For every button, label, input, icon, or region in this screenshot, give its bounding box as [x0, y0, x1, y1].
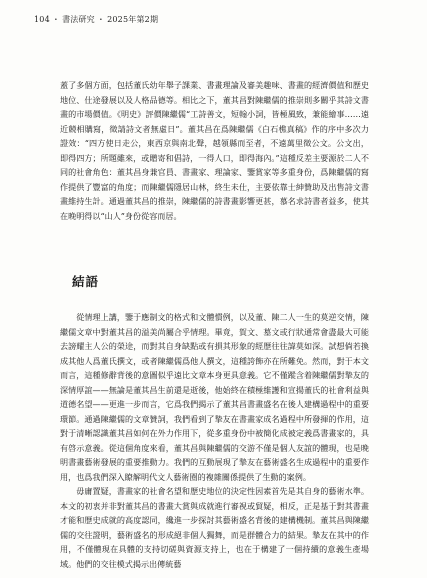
body-paragraph-2: 從情理上講，鑒于應制文的格式和文體慣例，以及董、陳二人一生的莫逆交情，陳繼儒文章中對董其昌的溢美尚屬合乎情理。畢竟，賀文、墓文或行狀通常會盡最大可能去謗耀主人公的榮途，而對其自身缺點或有損其形象的經歷往往諱莫如深。試想倘若換成其他人爲董氏撰文，或者陳繼儒爲他人撰文，這種誇飾亦在所難免。然而，對于本文而言，這種修辭背後的意圖似乎遠比文章本身更具意義。它不僅蹤含着陳繼儒對摯友的深情厚誼——無論是董其昌生前還是逝後，他始終在積極維護和宣揚董氏的社會利益與道德名望——更進一步而言，它爲我們揭示了董其昌書畫盛名在後人建構過程中的重要環節。通過陳繼儒的文章贊詞，我們看到了摯友在書畫家成名過程中所發揮的作用，這對于清晰認識董其昌如何在外力作用下，從多重身份中被簡化成被定義爲書畫家的，具有啓示意義。從這個角度來看，董其昌與陳繼儒的交游不僅是個人友誼的體現，也是晚明書畫藝術發展的重要推動力。我們的互動展現了摯友在藝術盛名生成過程中的重要作用，也爲我們深入瞭解明代文人藝術圈的複雜關係提供了生動的案例。	[60, 312, 369, 483]
body-paragraph-1: 蓋了多個方面，包括董氏幼年舉子課業、書畫理論及審美趣味、書畫的經濟價值和歷史地位、仕途發展以及人格品德等。相比之下，董其昌對陳繼儒的推崇則多關乎其詩文書畫的市場價值。《明史》評價陳繼儒“工詩善文，短翰小詞，皆極風致，兼能繪事……遠近競相購寫，徵請詩文者無虛日”。董其昌在爲陳繼儒《白石樵真稿》作的序中多次力證效：“四方使日走公，東西京與南北聲，越領縣而至者，不遠萬里徵公文。公文出，即得四方；所題雖來，或贈寄和倡詩，一得人口，即得海內。”這種反差主要源於二人不同的社會角色：董其昌身兼官員、書畫家、理論家、鑒賞家等多重身份，爲陳繼儒的寫作提供了豐富的角度；而陳繼儒隱居山林，終生未仕，主要依靠士紳贊助及出售詩文書畫維持生計。通過董其昌的推崇，陳繼儒的詩書畫影響更甚，慕名求詩書者益多，使其在晚明得以“山人”身份從容而居。	[60, 80, 369, 221]
section-title-conclusion: 結語	[72, 274, 100, 289]
page-number: 104	[34, 15, 50, 24]
header-separator-2: ・	[96, 15, 106, 24]
running-header	[34, 14, 160, 25]
body-paragraph-3: 毋庸置疑，書畫家的社會名望和歷史地位的決定性因素首先是其自身的藝術水準。本文的初衷并非對董其昌的書畫大賞與成就進行審視或貿疑，相反，正是基于對其書畫才能和歷史成就的高度認同，纔進一步探討其藝術盛名背後的建構機制。董其昌與陳繼儒的交往證明，藝術盛名的形成絕非個人獨舞，而是群體合力的結果。摯友在其中的作用，不僅體現在具體的支持切磋與資源支持上，也在于構建了一個持續的意義生產場域。他們的交往模式揭示出傳統藝	[60, 486, 369, 569]
issue-label: 2025年第2期	[107, 15, 159, 24]
header-separator: ・	[51, 15, 61, 24]
journal-name: 書法研究	[62, 15, 95, 24]
